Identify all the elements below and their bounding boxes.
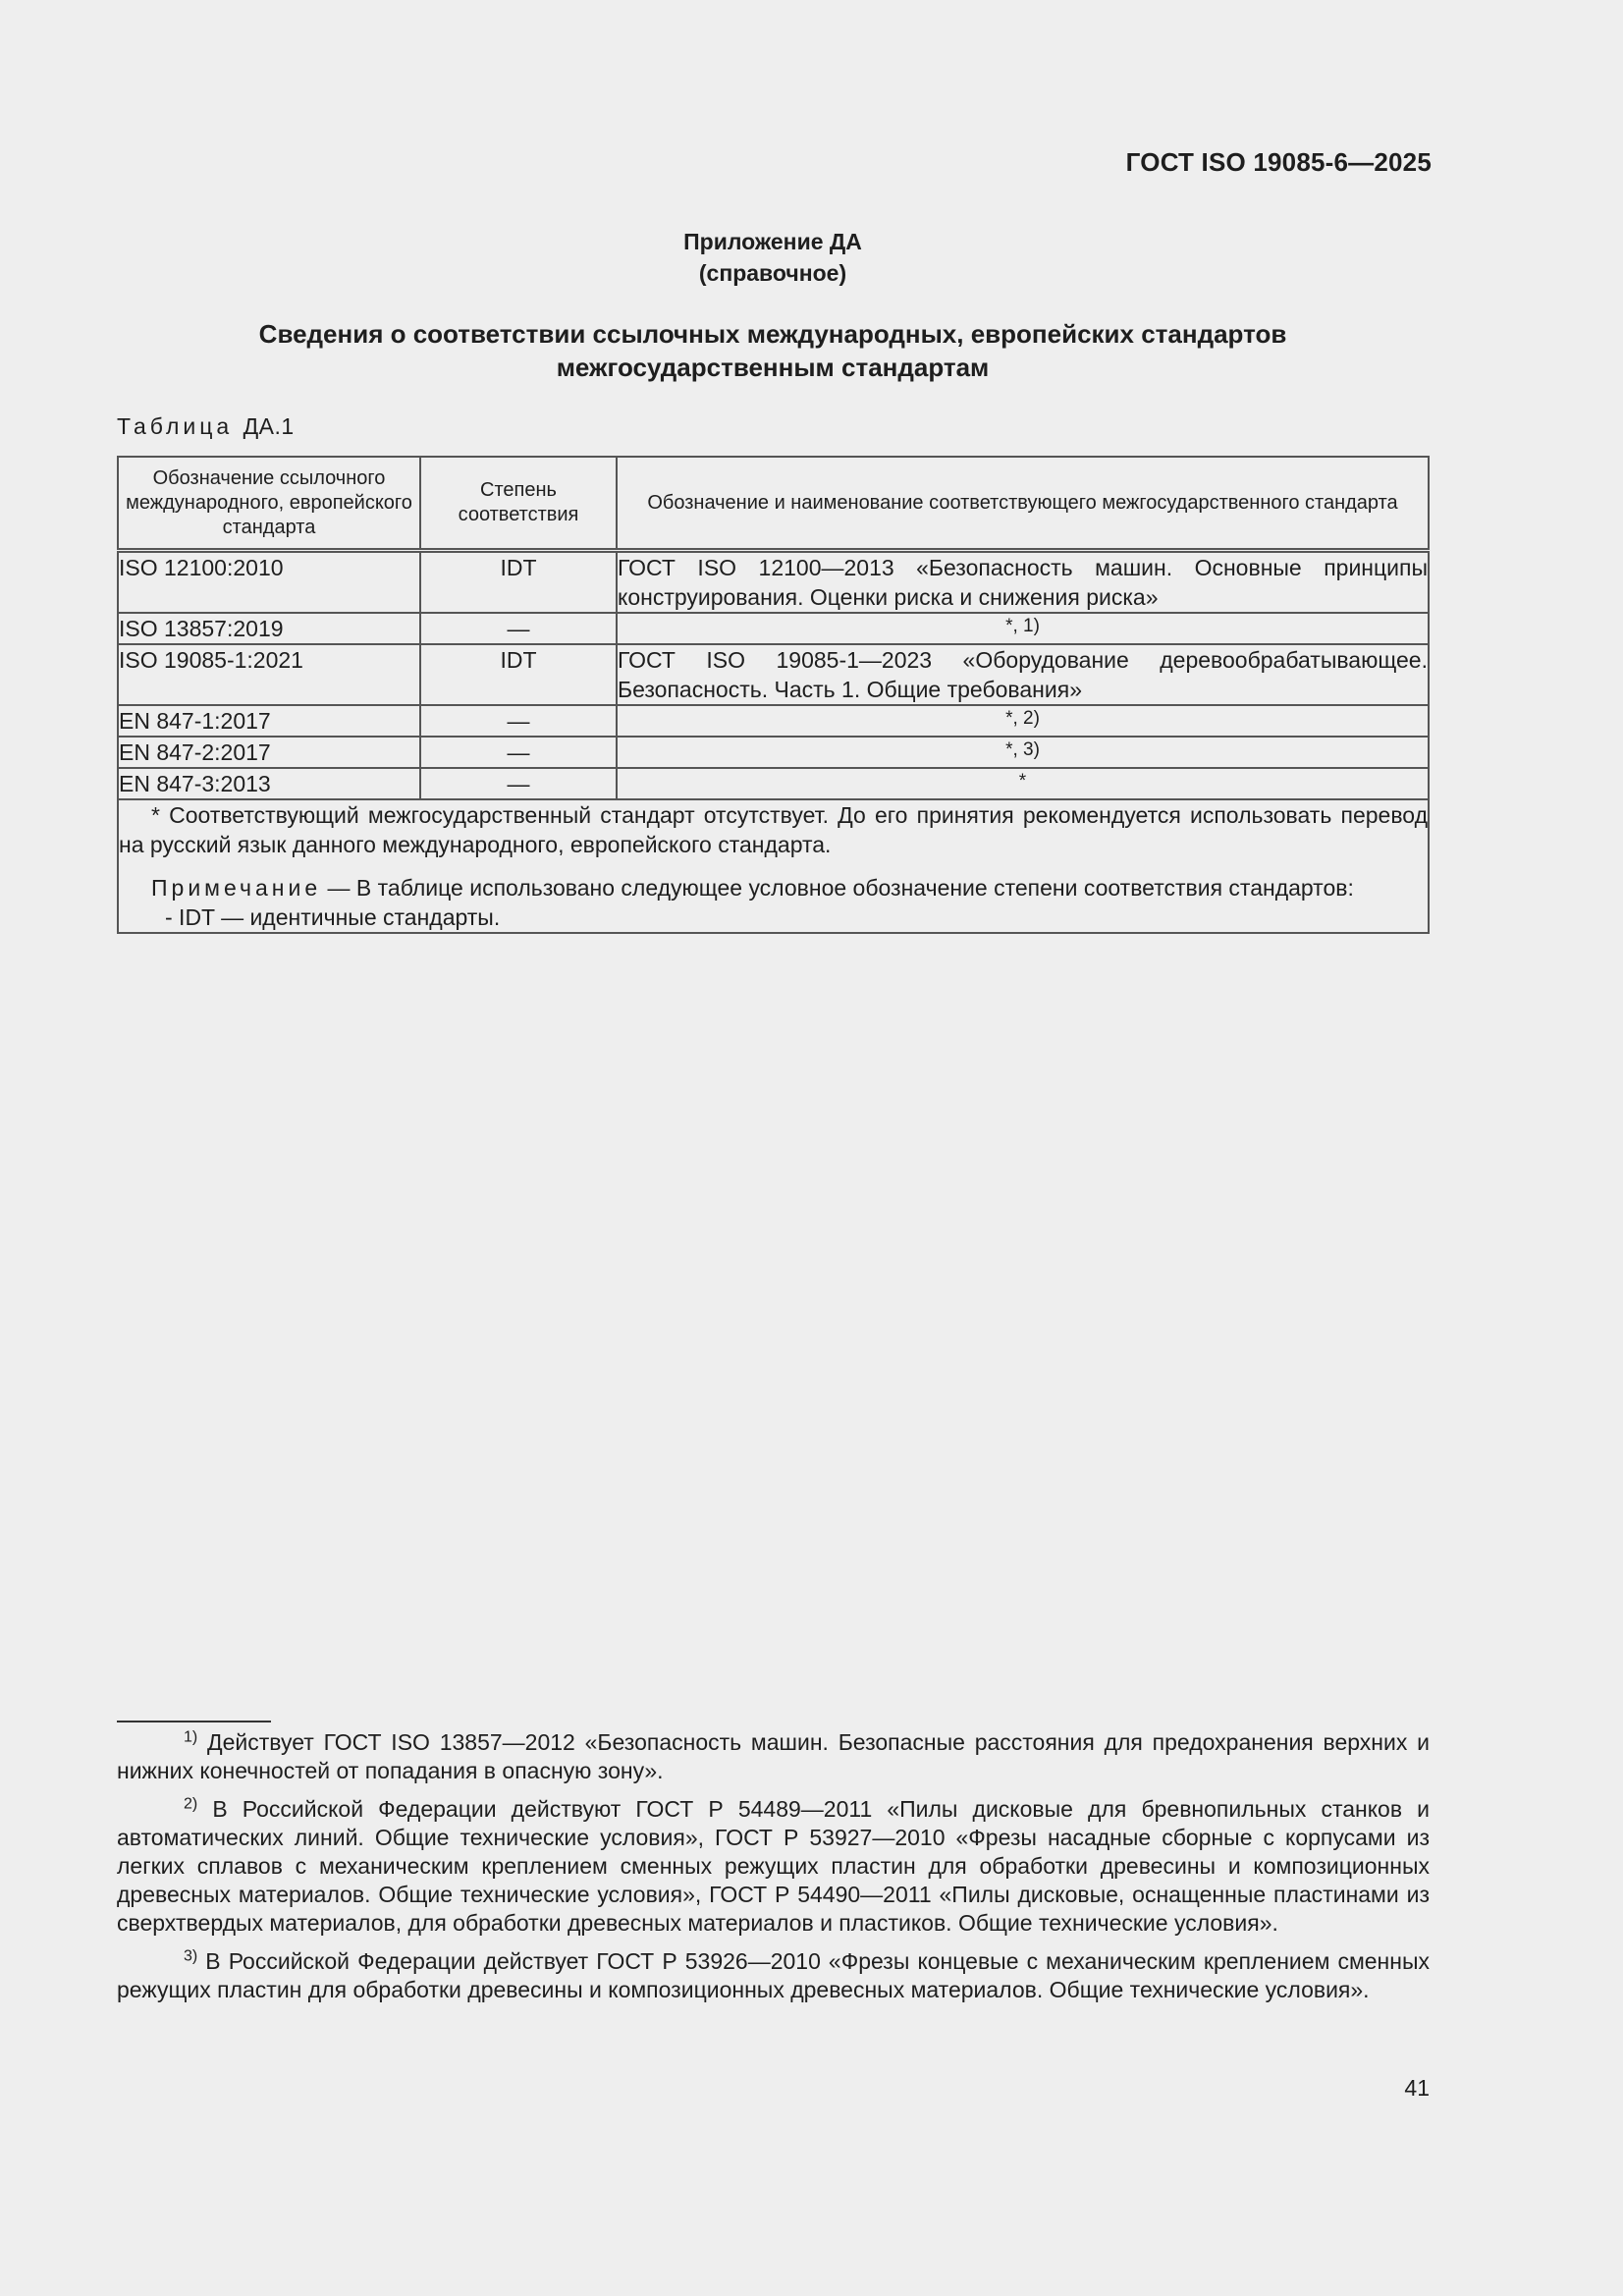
footnotes [117,1728,1430,2014]
footnote-text: В Российской Федерации действуют ГОСТ Р 54489—2011 «Пилы дисковые для бревнопильных станков и автоматических линий. Общие технические условия», ГОСТ Р 53927—2010 «Фрезы насадные сборные с корпусами из легких сплавов с механическим креплением сменных режущих пластин для обработки древесины и композиционных древесных материалов. Общие технические условия», ГОСТ Р 54490—2011 «Пилы дисковые, оснащенные пластинами из сверхтвердых материалов, для обработки древесных материалов и пластиков. Общие технические условия». [117,1796,1430,1936]
footnote-separator [117,1721,271,1722]
table-notes [118,799,1429,933]
table-row [118,737,1429,768]
cell-degree: — [420,705,617,737]
cell-degree: — [420,613,617,644]
cell-name: *, 1) [617,613,1429,644]
footnote [117,1947,1430,2004]
footnote [117,1795,1430,1938]
appendix-heading [0,226,1545,289]
cell-name: * [617,768,1429,799]
footnote-mark: 2) [184,1795,198,1813]
cell-degree: — [420,737,617,768]
footnote [117,1728,1430,1785]
table-label-number: ДА.1 [243,413,295,439]
asterisk-note: * Соответствующий межгосударственный стандарт отсутствует. До его принятия рекомендуется использовать перевод на русский язык данного международного, европейского стандарта. [119,802,1428,857]
header-degree: Степень соответствия [420,457,617,551]
cell-standard: ISO 13857:2019 [118,613,420,644]
table-row [118,705,1429,737]
main-title-line1: Сведения о соответствии ссылочных международных, европейских стандартов [258,319,1287,349]
footnote-mark: 1) [184,1728,198,1746]
header-reference-standard: Обозначение ссылочного международного, европейского стандарта [118,457,420,551]
table-label [117,413,295,440]
cell-standard: EN 847-3:2013 [118,768,420,799]
table-row [118,551,1429,614]
main-title-line2: межгосударственным стандартам [556,353,990,382]
cell-standard: ISO 19085-1:2021 [118,644,420,705]
cell-degree: IDT [420,644,617,705]
table-header-row [118,457,1429,551]
footnote-mark: 3) [184,1947,198,1965]
appendix-subtitle: (справочное) [698,260,847,286]
document-code: ГОСТ ISO 19085-6—2025 [1125,147,1432,177]
cell-name: *, 2) [617,705,1429,737]
note-text: — В таблице использовано следующее условное обозначение степени соответствия стандартов: [321,875,1354,901]
table-row [118,768,1429,799]
table-row [118,613,1429,644]
header-interstate-standard: Обозначение и наименование соответствующего межгосударственного стандарта [617,457,1429,551]
page-number: 41 [1404,2075,1430,2101]
note-item: - IDT — идентичные стандарты. [165,904,501,930]
table-note [119,873,1428,902]
reference-table [117,456,1430,934]
table-notes-row [118,799,1429,933]
cell-name: ГОСТ ISO 12100—2013 «Безопасность машин. Основные принципы конструирования. Оценки риска и снижения риска» [617,551,1429,614]
footnote-text: Действует ГОСТ ISO 13857—2012 «Безопасность машин. Безопасные расстояния для предохранения верхних и нижних конечностей от попадания в опасную зону». [117,1729,1430,1783]
cell-degree: IDT [420,551,617,614]
cell-degree: — [420,768,617,799]
table-label-word: Таблица [117,413,234,439]
cell-standard: EN 847-2:2017 [118,737,420,768]
note-label: Примечание [151,875,322,901]
cell-standard: ISO 12100:2010 [118,551,420,614]
cell-standard: EN 847-1:2017 [118,705,420,737]
cell-name: *, 3) [617,737,1429,768]
cell-name: ГОСТ ISO 19085-1—2023 «Оборудование деревообрабатывающее. Безопасность. Часть 1. Общие требования» [617,644,1429,705]
footnote-text: В Российской Федерации действует ГОСТ Р 53926—2010 «Фрезы концевые с механическим креплением сменных режущих пластин для обработки древесины и композиционных древесных материалов. Общие технические условия». [117,1948,1430,2002]
main-title [98,317,1447,384]
table-row [118,644,1429,705]
appendix-title: Приложение ДА [683,229,862,254]
